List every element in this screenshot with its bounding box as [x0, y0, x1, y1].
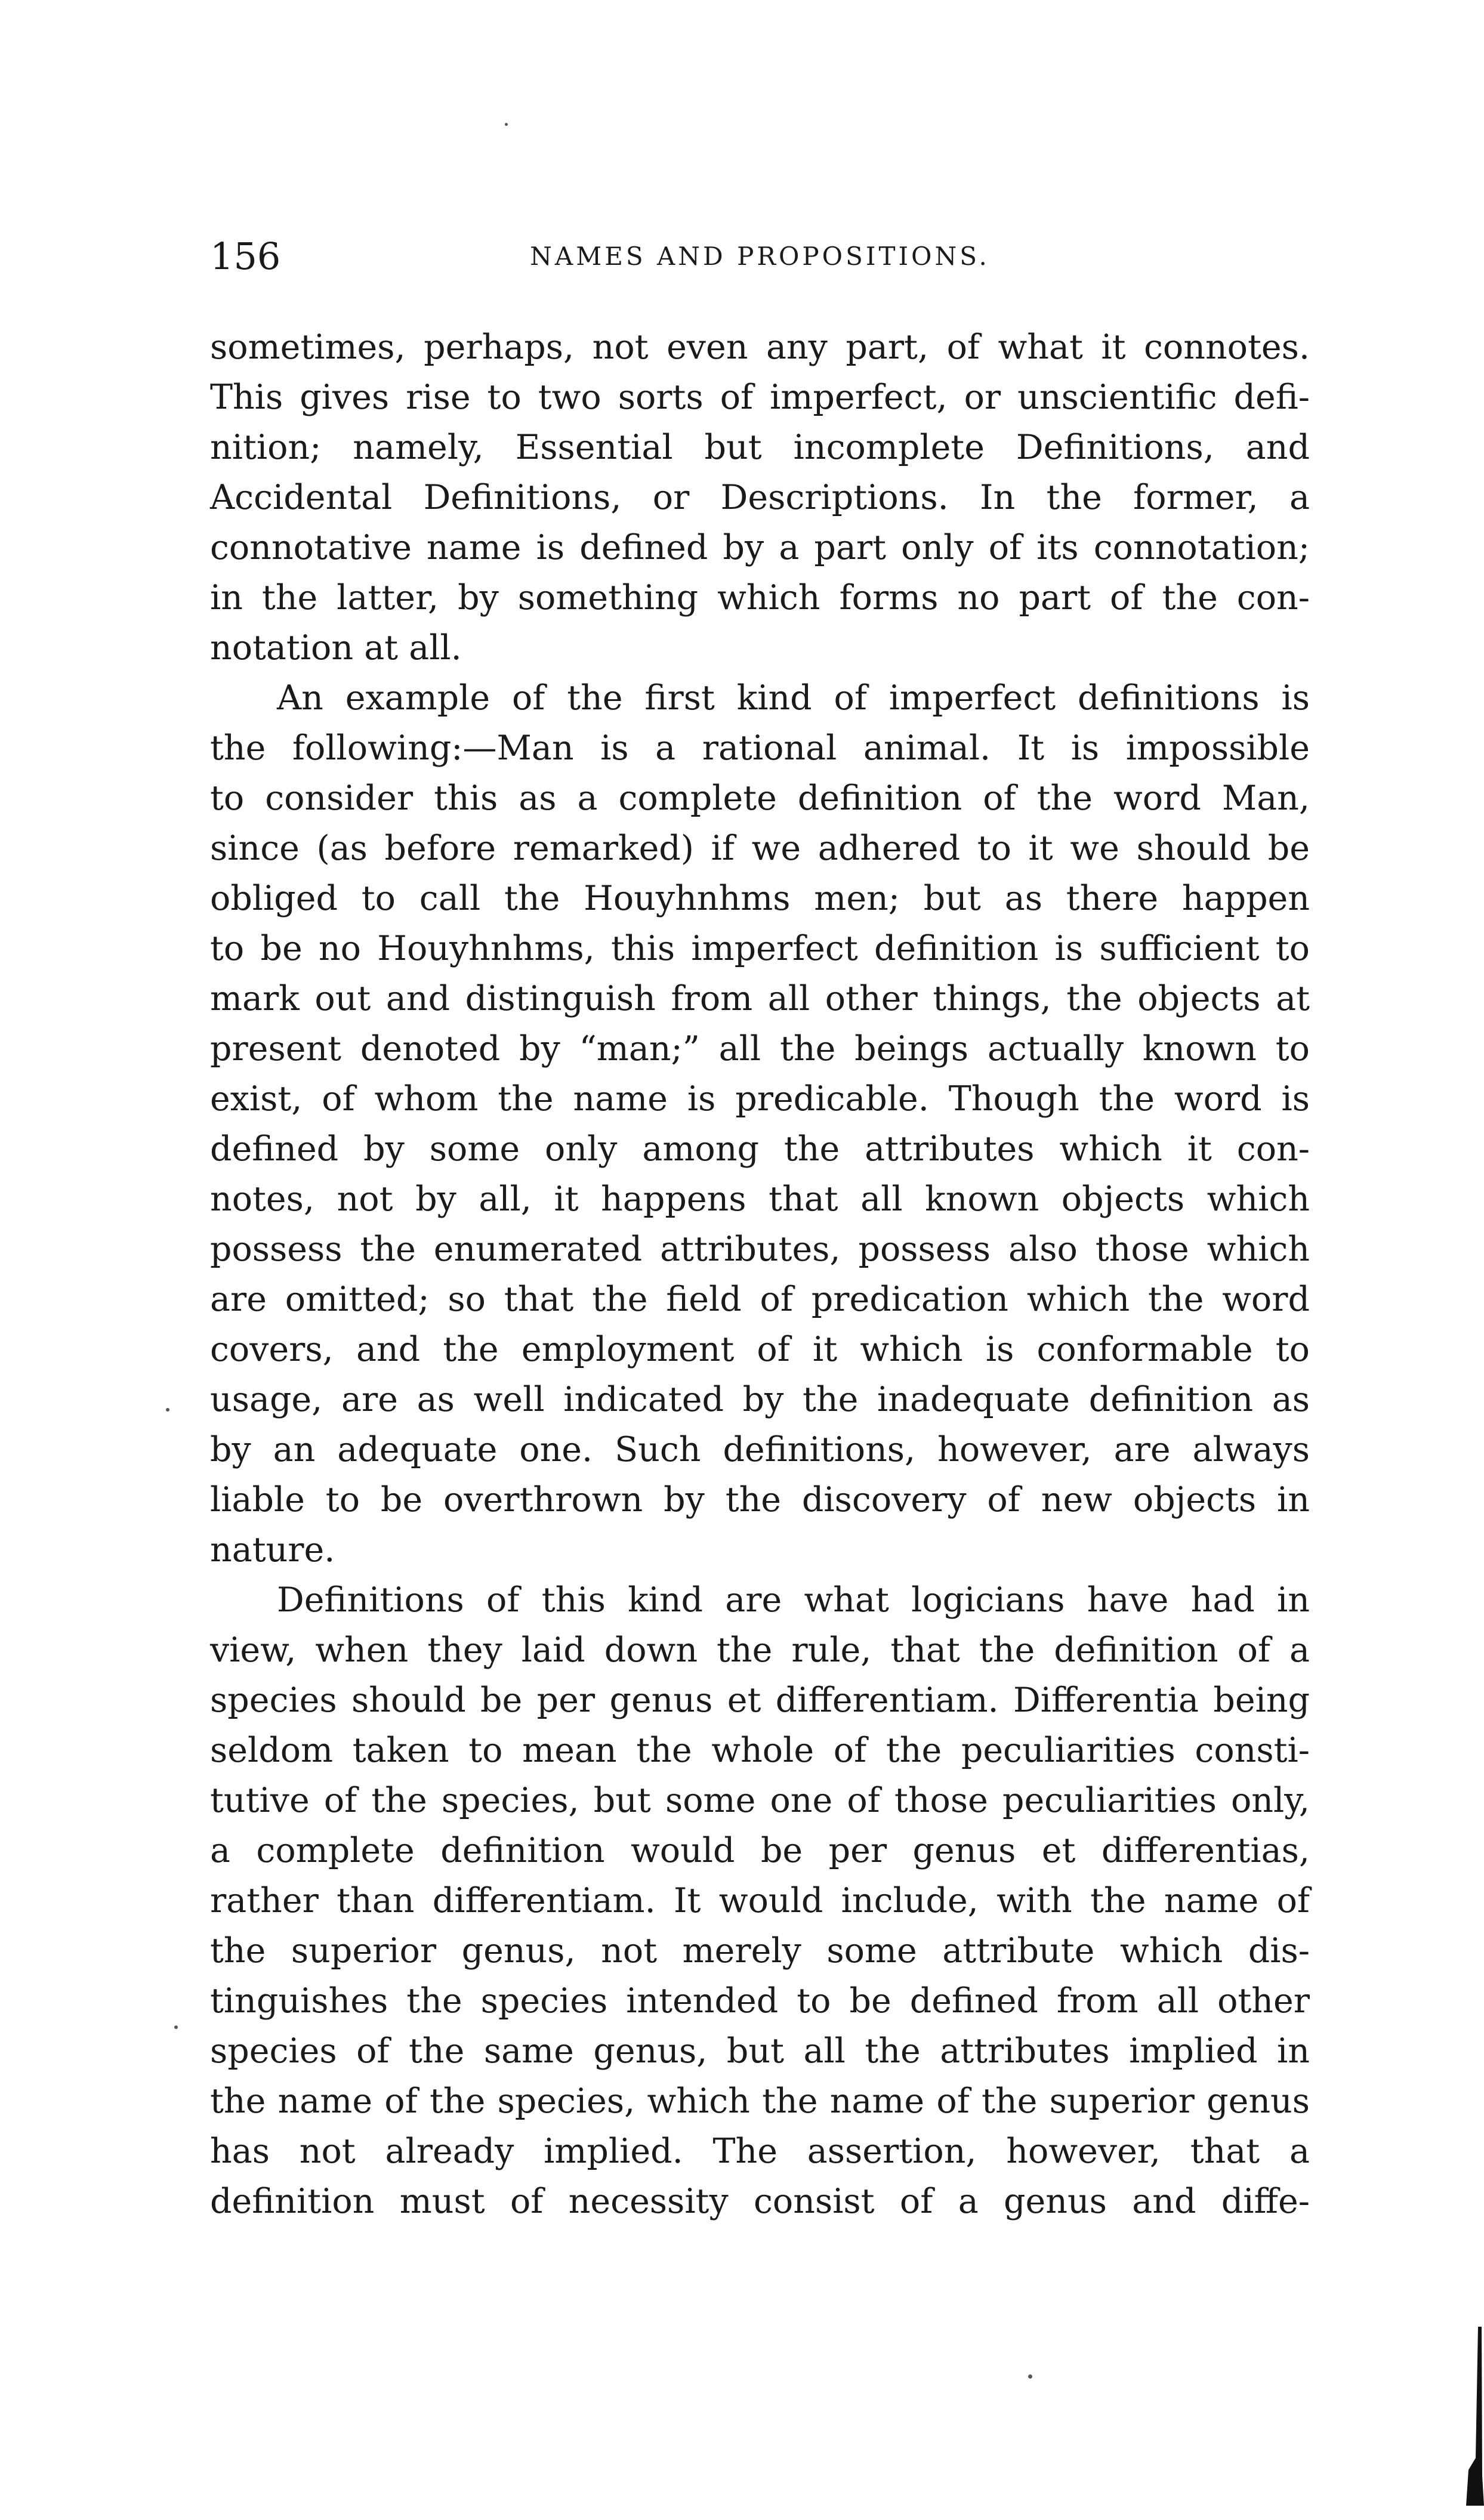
text-line: tutive of the species, but some one of those peculiarities only, [210, 1781, 1310, 1820]
text-line: are omitted; so that the field of predication which the word [210, 1280, 1310, 1319]
text-line: connotative name is defined by a part only of its connotation; [210, 528, 1310, 567]
text-line: to be no Houyhnhms, this imperfect definition is sufficient to [210, 929, 1310, 968]
paragraph-3 [210, 1575, 1310, 2226]
text-line: covers, and the employment of it which is conformable to [210, 1330, 1310, 1369]
text-line: nition; namely, Essential but incomplete Definitions, and [210, 428, 1310, 467]
text-line: mark out and distinguish from all other things, the objects at [210, 979, 1310, 1018]
text-line: This gives rise to two sorts of imperfect, or unscientific defi- [210, 378, 1310, 417]
page-header [210, 227, 1310, 286]
page-number: 156 [210, 234, 281, 278]
scan-speck [166, 1408, 169, 1412]
paragraph-2 [210, 673, 1310, 1575]
scan-speck [174, 2025, 178, 2029]
page-edge-mark [1465, 2327, 1484, 2506]
text-line: in the latter, by something which forms no part of the con- [210, 578, 1310, 617]
text-line: a complete definition would be per genus et differentias, [210, 1831, 1310, 1870]
scan-speck [505, 123, 508, 126]
text-line: An example of the first kind of imperfect definitions is [277, 678, 1310, 718]
text-line: species should be per genus et differentiam. Differentia being [210, 1681, 1310, 1720]
text-line: present denoted by “man;” all the beings actually known to [210, 1029, 1310, 1068]
text-line: has not already implied. The assertion, however, that a [210, 2132, 1310, 2171]
text-line: rather than differentiam. It would include, with the name of [210, 1881, 1310, 1920]
text-line: species of the same genus, but all the attributes implied in [210, 2031, 1310, 2071]
text-line: the name of the species, which the name of the superior genus [210, 2082, 1310, 2121]
text-line: exist, of whom the name is predicable. Though the word is [210, 1079, 1310, 1119]
text-line: definition must of necessity consist of a genus and diffe- [210, 2182, 1310, 2221]
running-title: NAMES AND PROPOSITIONS. [530, 242, 990, 271]
text-line: the following:—Man is a rational animal. It is impossible [210, 728, 1310, 768]
text-line: tinguishes the species intended to be defined from all other [210, 1981, 1310, 2021]
text-line: nature. [210, 1530, 335, 1570]
text-line: seldom taken to mean the whole of the peculiarities consti- [210, 1731, 1310, 1770]
text-line: sometimes, perhaps, not even any part, of what it connotes. [210, 328, 1310, 367]
text-line: obliged to call the Houyhnhms men; but as there happen [210, 879, 1310, 918]
text-line: by an adequate one. Such definitions, however, are always [210, 1430, 1310, 1469]
scan-speck [1028, 2374, 1032, 2379]
text-line: Definitions of this kind are what logicians have had in [277, 1580, 1310, 1620]
text-line: defined by some only among the attributes which it con- [210, 1129, 1310, 1169]
text-line: possess the enumerated attributes, possess also those which [210, 1230, 1310, 1269]
text-line: Accidental Definitions, or Descriptions. In the former, a [210, 478, 1310, 517]
text-line: notes, not by all, it happens that all known objects which [210, 1179, 1310, 1219]
text-line: since (as before remarked) if we adhered to it we should be [210, 829, 1310, 868]
text-line: the superior genus, not merely some attribute which dis- [210, 1931, 1310, 1971]
body-text [210, 322, 1310, 2226]
text-line: liable to be overthrown by the discovery of new objects in [210, 1480, 1310, 1520]
text-line: view, when they laid down the rule, that the definition of a [210, 1630, 1310, 1670]
text-line: to consider this as a complete definition of the word Man, [210, 779, 1310, 818]
paragraph-1 [210, 322, 1310, 673]
text-line: usage, are as well indicated by the inadequate definition as [210, 1380, 1310, 1419]
text-line: notation at all. [210, 628, 462, 668]
